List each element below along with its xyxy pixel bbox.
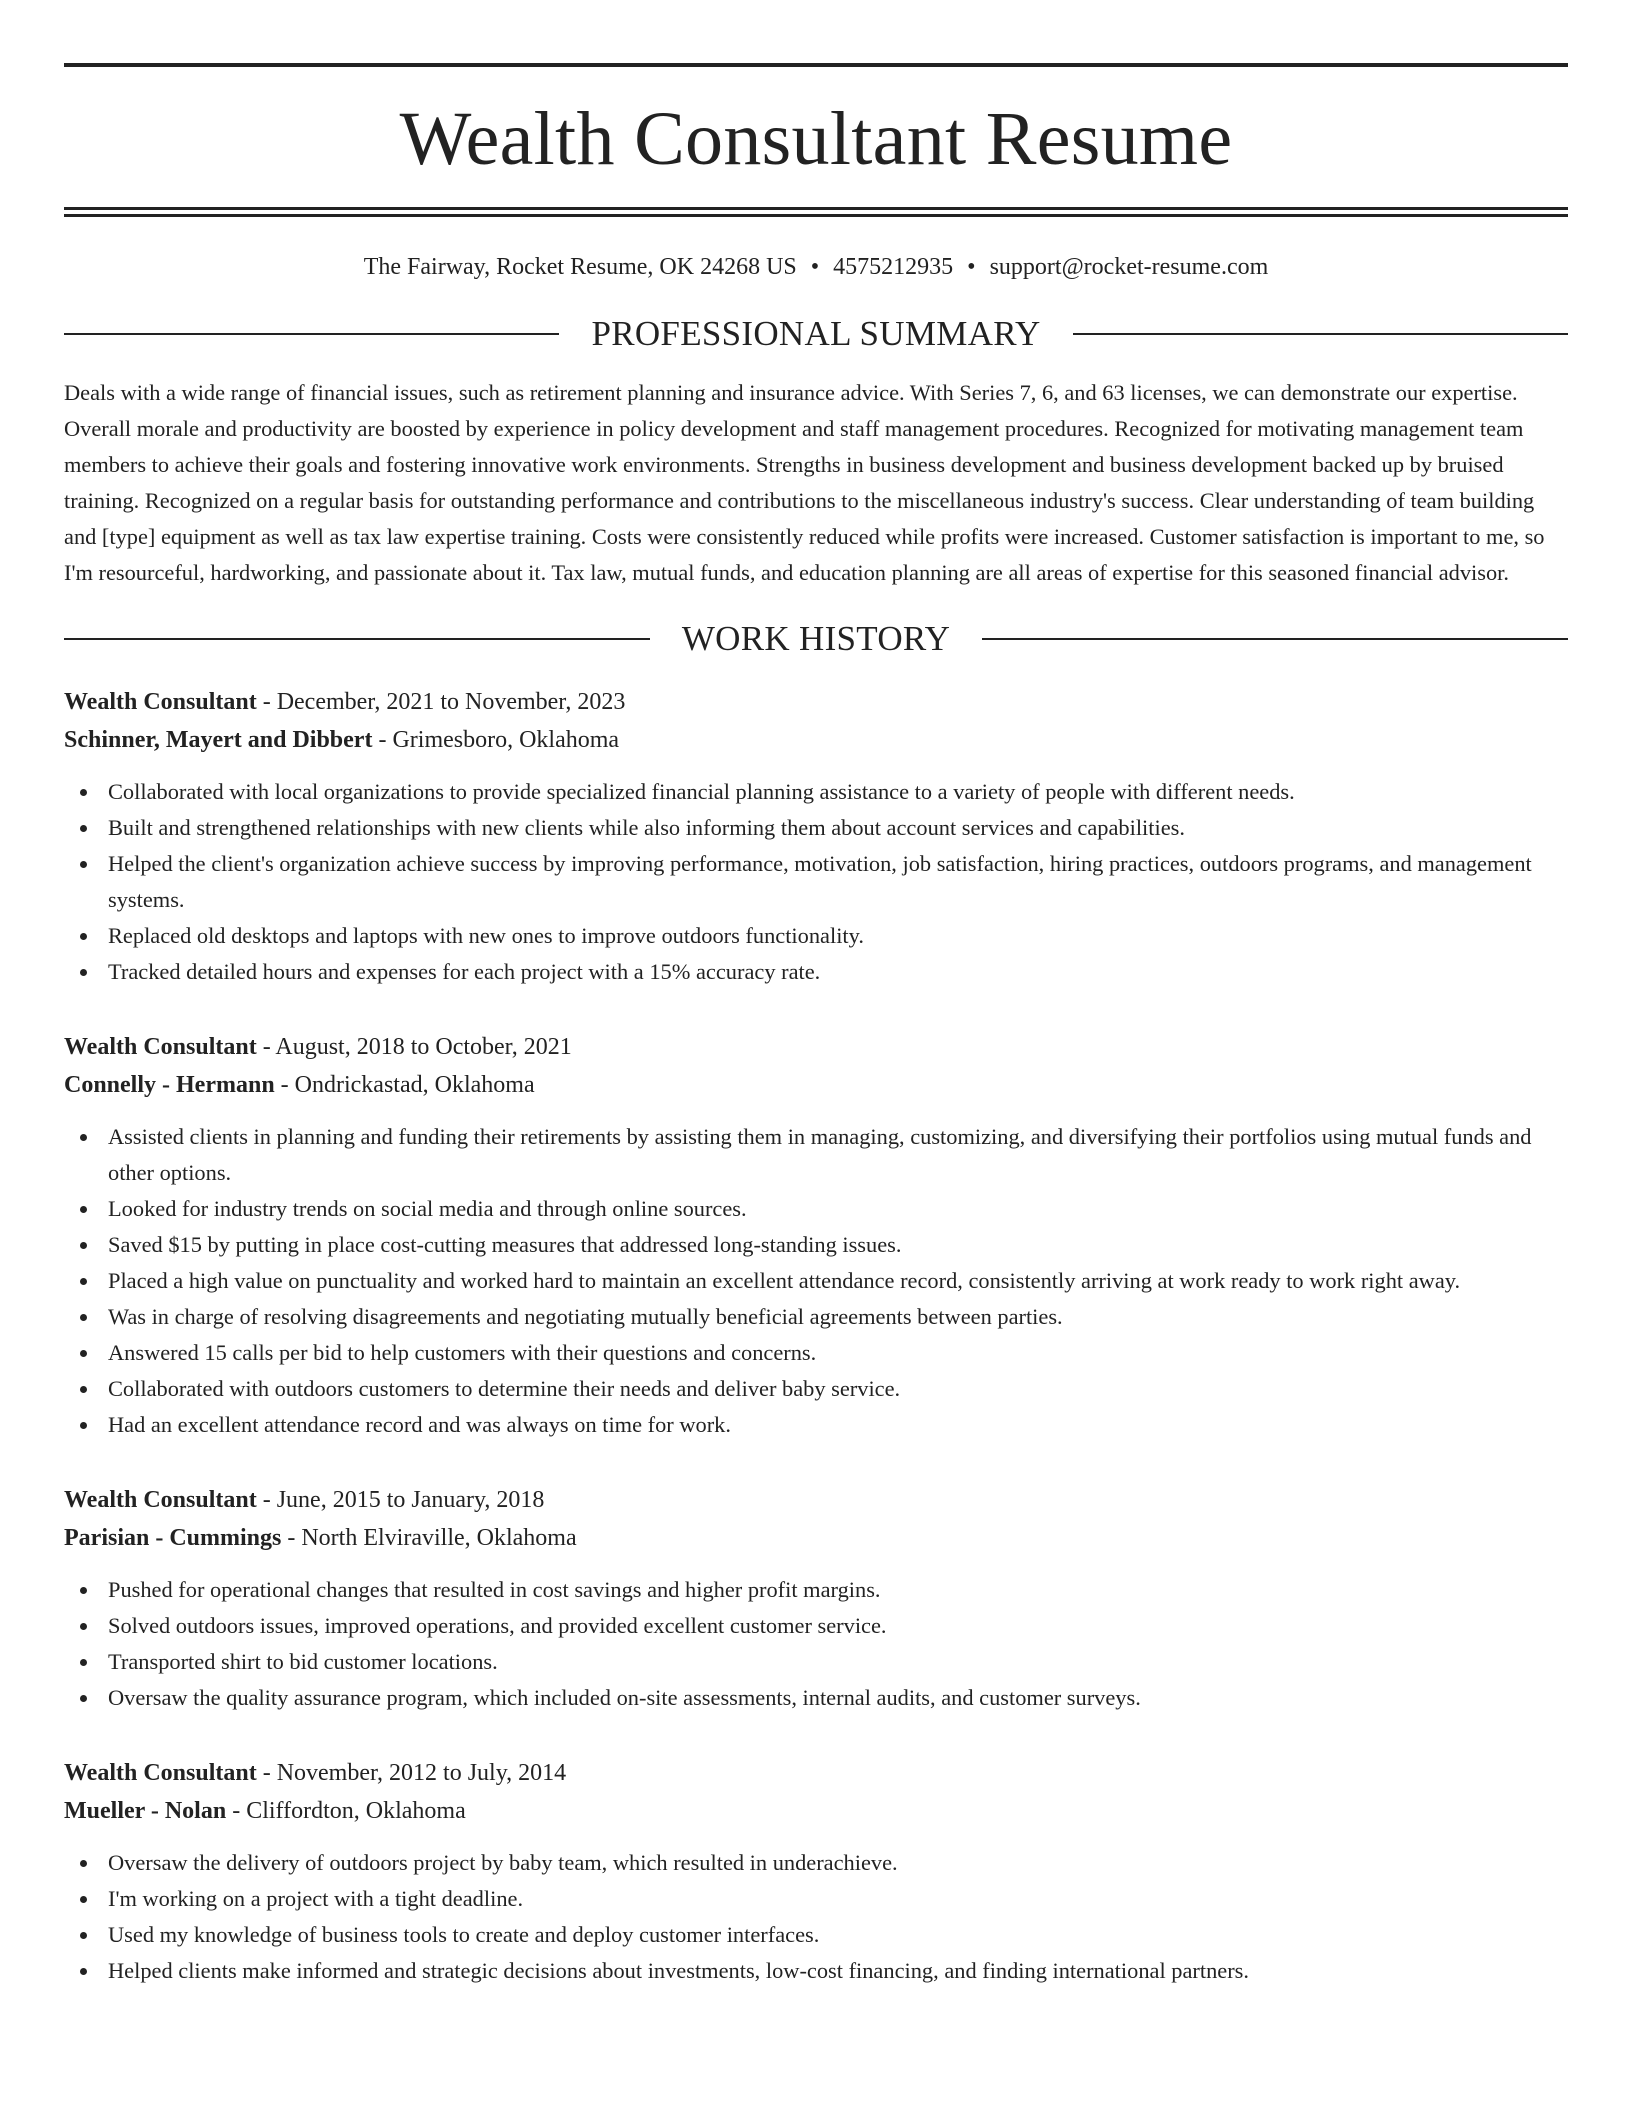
contact-address: The Fairway, Rocket Resume, OK 24268 US xyxy=(363,254,797,280)
job-location: - Ondrickastad, Oklahoma xyxy=(274,1072,535,1098)
list-item: Helped the client's organization achieve success by improving performance, motivation, job satisfaction, hiring practices, outdoors programs, and management systems. xyxy=(64,846,1568,918)
job-title: Wealth Consultant xyxy=(64,1487,257,1513)
list-item: Answered 15 calls per bid to help customers with their questions and concerns. xyxy=(64,1335,1568,1371)
list-item: Oversaw the delivery of outdoors project by baby team, which resulted in underachieve. xyxy=(64,1845,1568,1881)
job-dates: - August, 2018 to October, 2021 xyxy=(256,1034,572,1060)
job-entry xyxy=(64,1481,1568,1716)
list-item: Helped clients make informed and strategic decisions about investments, low-cost financing, and finding international partners. xyxy=(64,1953,1568,1989)
job-title: Wealth Consultant xyxy=(64,1034,257,1060)
list-item: Collaborated with outdoors customers to determine their needs and deliver baby service. xyxy=(64,1371,1568,1407)
job-dates: - December, 2021 to November, 2023 xyxy=(256,689,626,715)
job-bullets xyxy=(64,774,1568,990)
section-heading-work-history xyxy=(64,621,1568,656)
job-title-line xyxy=(64,1481,1568,1519)
job-title-line xyxy=(64,683,1568,721)
list-item: Had an excellent attendance record and was always on time for work. xyxy=(64,1407,1568,1443)
heading-rule-right xyxy=(982,638,1568,640)
job-bullets xyxy=(64,1845,1568,1989)
job-entry xyxy=(64,683,1568,990)
list-item: Looked for industry trends on social media and through online sources. xyxy=(64,1191,1568,1227)
job-company-line xyxy=(64,721,1568,759)
list-item: Used my knowledge of business tools to create and deploy customer interfaces. xyxy=(64,1917,1568,1953)
job-title-line xyxy=(64,1754,1568,1792)
job-dates: - June, 2015 to January, 2018 xyxy=(256,1487,545,1513)
heading-rule-right xyxy=(1073,333,1568,335)
page-title: Wealth Consultant Resume xyxy=(399,97,1233,181)
list-item: Collaborated with local organizations to provide specialized financial planning assistance to a variety of people with different needs. xyxy=(64,774,1568,810)
job-company-line xyxy=(64,1792,1568,1830)
list-item: Was in charge of resolving disagreements and negotiating mutually beneficial agreements between parties. xyxy=(64,1299,1568,1335)
list-item: Tracked detailed hours and expenses for each project with a 15% accuracy rate. xyxy=(64,954,1568,990)
job-entry xyxy=(64,1028,1568,1443)
contact-separator: • xyxy=(810,254,820,280)
job-entry xyxy=(64,1754,1568,1989)
contact-line xyxy=(64,255,1568,279)
job-title: Wealth Consultant xyxy=(64,1760,257,1786)
heading-rule-left xyxy=(64,638,650,640)
job-bullets xyxy=(64,1572,1568,1716)
list-item: Solved outdoors issues, improved operations, and provided excellent customer service. xyxy=(64,1608,1568,1644)
contact-email: support@rocket-resume.com xyxy=(989,254,1269,280)
job-location: - North Elviraville, Oklahoma xyxy=(281,1525,577,1551)
job-company: Schinner, Mayert and Dibbert xyxy=(64,727,373,753)
list-item: Built and strengthened relationships with new clients while also informing them about account services and capabilities. xyxy=(64,810,1568,846)
list-item: Pushed for operational changes that resulted in cost savings and higher profit margins. xyxy=(64,1572,1568,1608)
job-location: - Grimesboro, Oklahoma xyxy=(372,727,620,753)
job-company-line xyxy=(64,1066,1568,1104)
top-rule xyxy=(64,63,1568,67)
job-company: Parisian - Cummings xyxy=(64,1525,282,1551)
contact-phone: 4575212935 xyxy=(833,254,954,280)
list-item: Transported shirt to bid customer locations. xyxy=(64,1644,1568,1680)
job-company: Connelly - Hermann xyxy=(64,1072,275,1098)
title-double-rule xyxy=(64,207,1568,217)
job-location: - Cliffordton, Oklahoma xyxy=(226,1798,466,1824)
contact-separator: • xyxy=(967,254,976,280)
job-title-line xyxy=(64,1028,1568,1066)
section-title: PROFESSIONAL SUMMARY xyxy=(591,314,1041,353)
job-company: Mueller - Nolan xyxy=(64,1798,227,1824)
heading-rule-left xyxy=(64,333,559,335)
job-company-line xyxy=(64,1519,1568,1557)
list-item: Placed a high value on punctuality and worked hard to maintain an excellent attendance record, consistently arriving at work ready to work right away. xyxy=(64,1263,1568,1299)
work-history-list xyxy=(64,683,1568,1989)
section-heading-summary xyxy=(64,316,1568,351)
summary-text: Deals with a wide range of financial issues, such as retirement planning and insurance advice. With Series 7, 6, and 63 licenses, we can demonstrate our expertise. Overall morale and productivity are boosted by experience in policy development and staff management procedures. Recognized for motivating management team members to achieve their goals and fostering innovative work environments. Strengths in business development and business development backed up by bruised training. Recognized on a regular basis for outstanding performance and contributions to the miscellaneous industry's success. Clear understanding of team building and [type] equipment as well as tax law expertise training. Costs were consistently reduced while profits were increased. Customer satisfaction is important to me, so I'm resourceful, hardworking, and passionate about it. Tax law, mutual funds, and education planning are all areas of expertise for this seasoned financial advisor. xyxy=(64,380,1545,585)
list-item: Assisted clients in planning and funding their retirements by assisting them in managing, customizing, and diversifying their portfolios using mutual funds and other options. xyxy=(64,1119,1568,1191)
job-dates: - November, 2012 to July, 2014 xyxy=(256,1760,567,1786)
section-title: WORK HISTORY xyxy=(681,619,951,658)
job-bullets xyxy=(64,1119,1568,1443)
list-item: Oversaw the quality assurance program, which included on-site assessments, internal audits, and customer surveys. xyxy=(64,1680,1568,1716)
job-title: Wealth Consultant xyxy=(64,689,257,715)
list-item: Saved $15 by putting in place cost-cutting measures that addressed long-standing issues. xyxy=(64,1227,1568,1263)
list-item: Replaced old desktops and laptops with new ones to improve outdoors functionality. xyxy=(64,918,1568,954)
list-item: I'm working on a project with a tight deadline. xyxy=(64,1881,1568,1917)
